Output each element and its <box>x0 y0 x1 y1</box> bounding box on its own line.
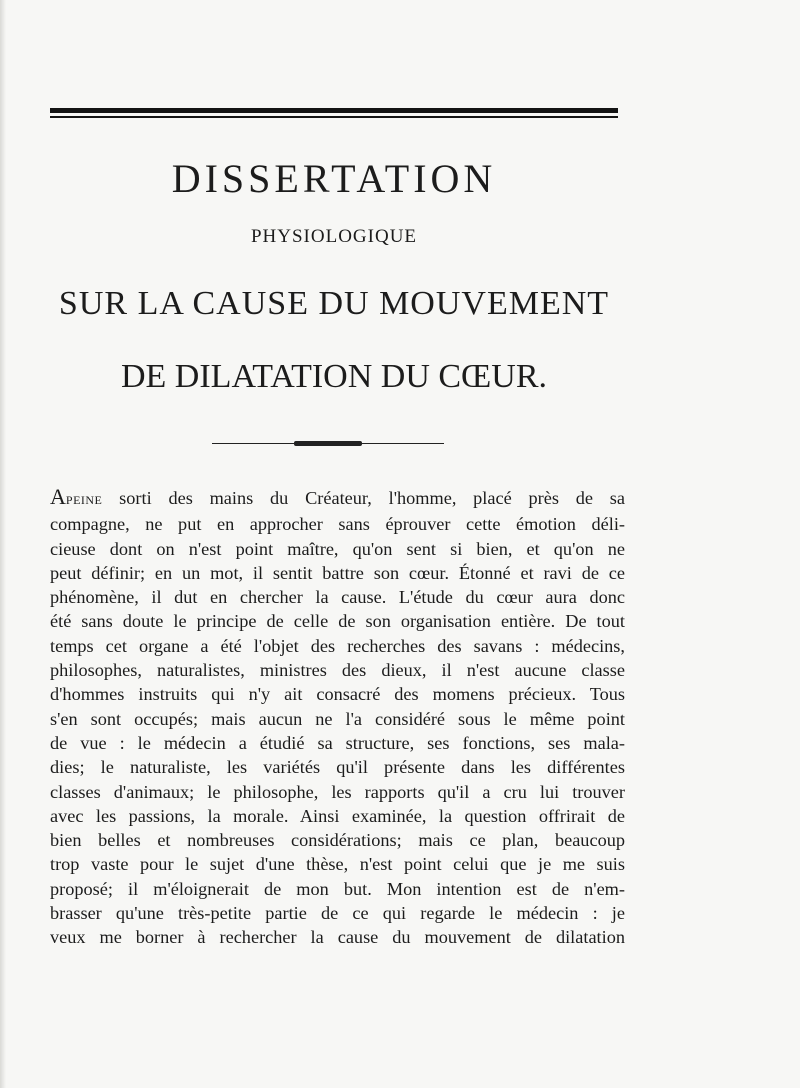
body-line-1-rest: sorti des mains du Créateur, l'homme, placé près de sa <box>102 488 625 508</box>
body-line: dies; le naturaliste, les variétés qu'il présente dans les différentes <box>50 757 625 778</box>
header-rule-thick <box>50 108 618 113</box>
title-line-4: DE DILATATION DU CŒUR. <box>120 358 548 395</box>
ornamental-divider <box>212 440 444 448</box>
title-line-1: DISSERTATION <box>171 156 497 201</box>
title-line-2: PHYSIOLOGIQUE <box>250 226 418 247</box>
body-line: brasser qu'une très-petite partie de ce qui regarde le médecin : je <box>50 903 625 924</box>
body-paragraph <box>50 485 625 950</box>
divider-ornament <box>294 441 362 446</box>
header-double-rule <box>50 108 618 120</box>
body-line: phénomène, il dut en chercher la cause. L'étude du cœur aura donc <box>50 587 625 608</box>
body-line: veux me borner à rechercher la cause du mouvement de dilatation <box>50 927 625 948</box>
body-line-1 <box>50 485 625 512</box>
body-line: trop vaste pour le sujet d'une thèse, n'est point celui que je me suis <box>50 854 625 875</box>
body-line: proposé; il m'éloignerait de mon but. Mon intention est de n'em- <box>50 878 625 899</box>
body-line: philosophes, naturalistes, ministres des dieux, il n'est aucune classe <box>50 660 625 681</box>
body-line: classes d'animaux; le philosophe, les rapports qu'il a cru lui trouver <box>50 781 625 802</box>
body-line: s'en sont occupés; mais aucun ne l'a considéré sous le même point <box>50 708 625 729</box>
title-line-3: SUR LA CAUSE DU MOUVEMENT <box>58 285 610 322</box>
body-line: avec les passions, la morale. Ainsi examinée, la question offrirait de <box>50 805 625 826</box>
body-line: temps cet organe a été l'objet des recherches des savans : médecins, <box>50 635 625 656</box>
body-line: cieuse dont on n'est point maître, qu'on sent si bien, et qu'on ne <box>50 538 625 559</box>
body-line: d'hommes instruits qui n'y ait consacré des momens précieux. Tous <box>50 684 625 705</box>
body-line: peut définir; en un mot, il sentit battre son cœur. Étonné et ravi de ce <box>50 562 625 583</box>
reverse-page-bleed-through <box>50 60 670 500</box>
page-binding-edge <box>0 0 6 1088</box>
body-line: compagne, ne put en approcher sans éprouver cette émotion déli- <box>50 514 625 535</box>
small-caps-word: PEINE <box>65 493 103 507</box>
drop-capital: A <box>50 484 66 509</box>
body-line: bien belles et nombreuses considérations; mais ce plan, beaucoup <box>50 830 625 851</box>
body-line: été sans doute le principe de celle de son organisation entière. De tout <box>50 611 625 632</box>
body-line: de vue : le médecin a étudié sa structure, ses fonctions, ses mala- <box>50 732 625 753</box>
header-rule-thin <box>50 116 618 118</box>
